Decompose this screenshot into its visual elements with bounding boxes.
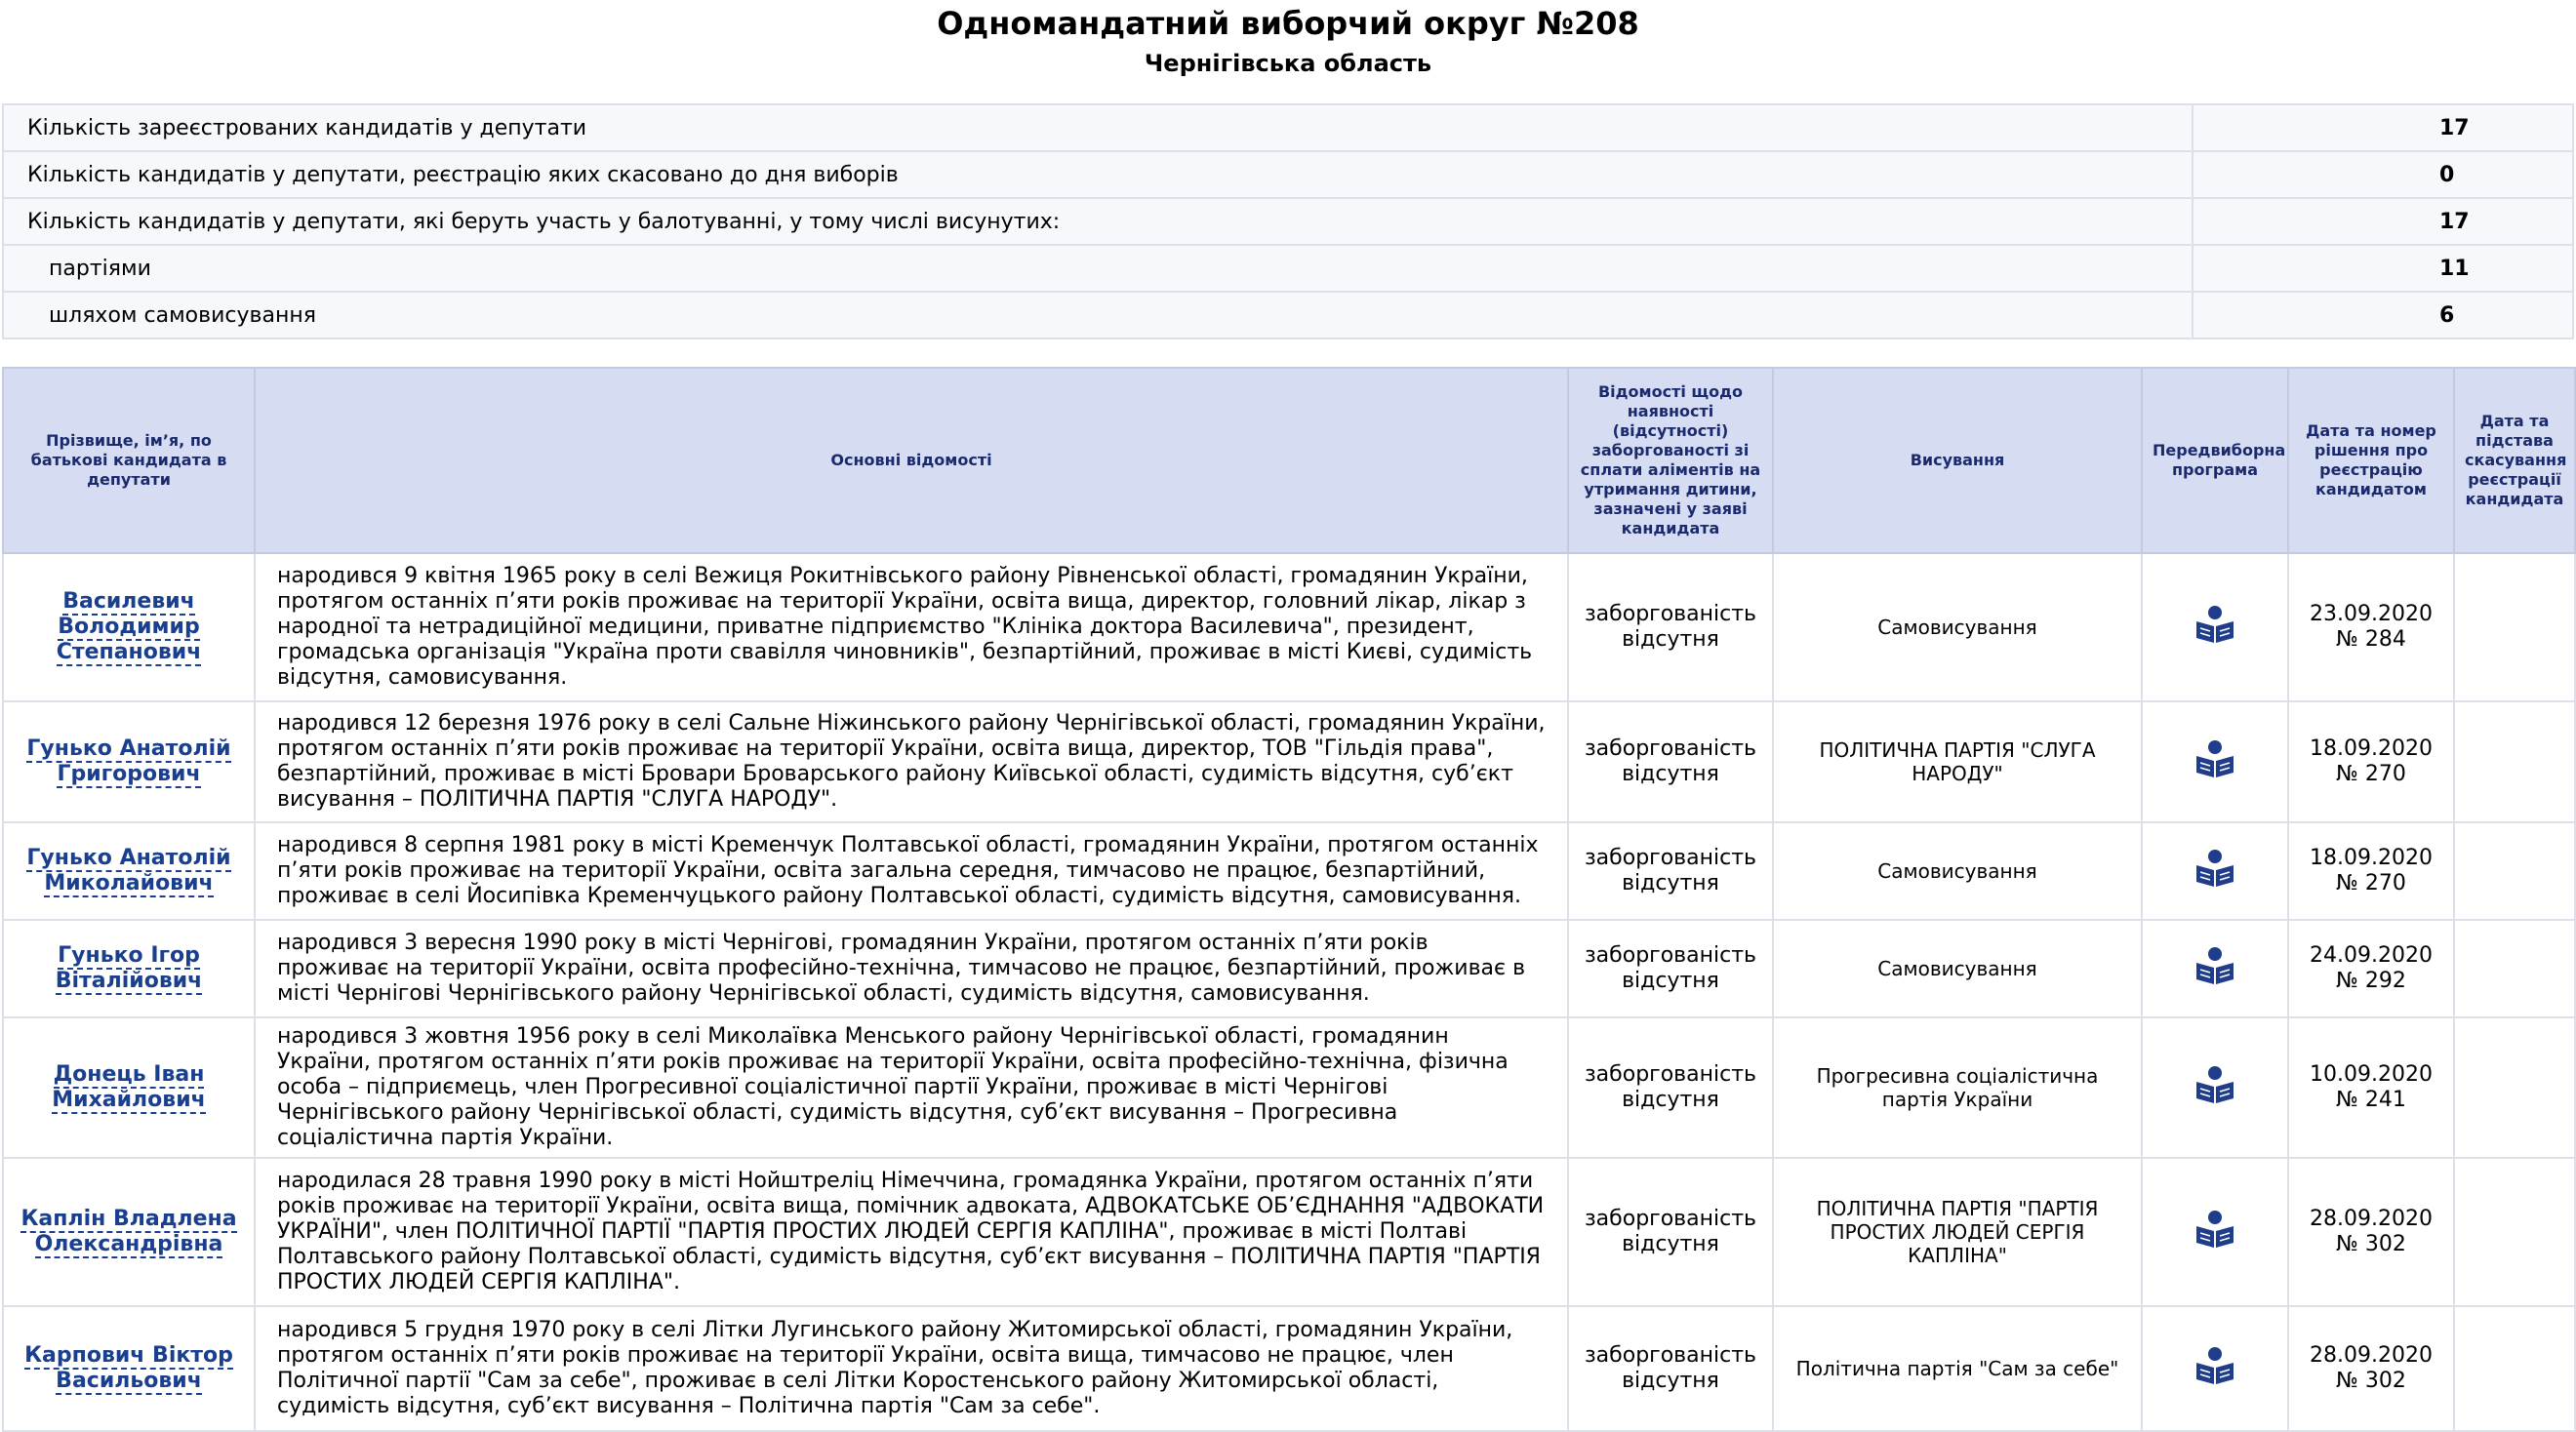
program-book-icon[interactable] [2194, 739, 2235, 778]
program-book-icon[interactable] [2194, 1346, 2235, 1385]
program-book-icon[interactable] [2194, 1210, 2235, 1249]
nomination: Самовисування [1773, 920, 2142, 1017]
decision-date: 28.09.2020 [2310, 1343, 2433, 1368]
program-book-icon[interactable] [2194, 605, 2235, 644]
stats-row [3, 151, 2573, 198]
column-header-decision: Дата та номер рішення про реєстрацію кандидатом [2288, 368, 2454, 553]
column-header-name: Прізвище, ім’я, по батькові кандидата в депутати [3, 368, 255, 553]
decision-cell [2288, 1017, 2454, 1158]
column-header-alimony: Відомості щодо наявності (відсутності) заборгованості зі сплати аліментів на утримання дитини, зазначені у заяві кандидата [1568, 368, 1773, 553]
table-row [3, 701, 2575, 822]
candidates-table [2, 367, 2576, 1432]
candidate-info: народився 3 вересня 1990 року в місті Чернігові, громадянин України, протягом останніх п’яти років проживає на території України, освіта професійно-технічна, тимчасово не працює, безпартійний, проживає в місті Чернігові Чернігівського району Чернігівської області, судимість відсутня, самовисування. [255, 920, 1568, 1017]
candidate-name-link[interactable]: Гунько Анатолій Миколайович [26, 846, 231, 895]
region-title: Чернігівська область [1144, 50, 1432, 77]
decision-cell [2288, 1306, 2454, 1431]
decision-cell [2288, 1158, 2454, 1306]
decision-number: № 302 [2336, 1369, 2406, 1393]
cancel-cell [2454, 701, 2575, 822]
stats-label: Кількість кандидатів у депутати, реєстрацію яких скасовано до дня виборів [3, 151, 2193, 198]
decision-date: 28.09.2020 [2310, 1207, 2433, 1231]
page-title: Одномандатний виборчий округ №208 [937, 5, 1639, 42]
cancel-cell [2454, 553, 2575, 701]
candidate-info: народився 5 грудня 1970 року в селі Літки Лугинського району Житомирської області, громадянин України, протягом останніх п’яти років проживає на території України, освіта вища, тимчасово не працює, член Політичної партії "Сам за себе", проживає в селі Літки Коростенського району Житомирської області, судимість відсутня, суб’єкт висування – Політична партія "Сам за себе". [255, 1306, 1568, 1431]
decision-number: № 292 [2336, 969, 2406, 993]
decision-date: 18.09.2020 [2310, 736, 2433, 761]
stats-row [3, 198, 2573, 245]
cancel-cell [2454, 1158, 2575, 1306]
decision-cell [2288, 822, 2454, 920]
table-row [3, 553, 2575, 701]
nomination: Самовисування [1773, 553, 2142, 701]
candidate-name-cell [3, 1017, 255, 1158]
nomination: Самовисування [1773, 822, 2142, 920]
nomination: ПОЛІТИЧНА ПАРТІЯ "ПАРТІЯ ПРОСТИХ ЛЮДЕЙ СЕРГІЯ КАПЛІНА" [1773, 1158, 2142, 1306]
decision-number: № 284 [2336, 627, 2406, 652]
program-book-icon[interactable] [2194, 946, 2235, 985]
candidate-name-cell [3, 553, 255, 701]
stats-value: 0 [2193, 151, 2573, 198]
candidate-info: народилася 28 травня 1990 року в місті Нойштреліц Німеччина, громадянка України, протягом останніх п’яти років проживає на території України, освіта вища, помічник адвоката, АДВОКАТСЬКЕ ОБ’ЄДНАННЯ "АДВОКАТИ УКРАЇНИ", член ПОЛІТИЧНОЇ ПАРТІЇ "ПАРТІЯ ПРОСТИХ ЛЮДЕЙ СЕРГІЯ КАПЛІНА", проживає в місті Полтаві Полтавського району Полтавської області, судимість відсутня, суб’єкт висування – ПОЛІТИЧНА ПАРТІЯ "ПАРТІЯ ПРОСТИХ ЛЮДЕЙ СЕРГІЯ КАПЛІНА". [255, 1158, 1568, 1306]
candidate-name-cell [3, 1306, 255, 1431]
candidate-name-link[interactable]: Василевич Володимир Степанович [56, 589, 202, 664]
candidate-name-cell [3, 920, 255, 1017]
program-cell [2142, 1306, 2288, 1431]
program-cell [2142, 822, 2288, 920]
candidate-name-cell [3, 822, 255, 920]
nomination: ПОЛІТИЧНА ПАРТІЯ "СЛУГА НАРОДУ" [1773, 701, 2142, 822]
decision-date: 23.09.2020 [2310, 602, 2433, 626]
program-cell [2142, 1158, 2288, 1306]
decision-number: № 241 [2336, 1088, 2406, 1112]
stats-value: 11 [2193, 245, 2573, 292]
candidate-name-cell [3, 701, 255, 822]
stats-label: Кількість кандидатів у депутати, які беруть участь у балотуванні, у тому числі висунутих: [3, 198, 2193, 245]
stats-label: Кількість зареєстрованих кандидатів у депутати [3, 104, 2193, 151]
program-cell [2142, 1017, 2288, 1158]
decision-cell [2288, 553, 2454, 701]
column-header-cancel: Дата та підстава скасування реєстрації кандидата [2454, 368, 2575, 553]
candidate-name-link[interactable]: Донець Іван Михайлович [52, 1062, 206, 1112]
cancel-cell [2454, 1017, 2575, 1158]
program-book-icon[interactable] [2194, 849, 2235, 888]
candidate-info: народився 3 жовтня 1956 року в селі Миколаївка Менського району Чернігівської області, громадянин України, протягом останніх п’яти років проживає на території України, освіта професійно-технічна, фізична особа – підприємець, член Прогресивної соціалістичної партії України, проживає в місті Чернігові Чернігівського району Чернігівської області, судимість відсутня, суб’єкт висування – Прогресивна соціалістична партія України. [255, 1017, 1568, 1158]
candidate-name-cell [3, 1158, 255, 1306]
candidate-name-link[interactable]: Гунько Анатолій Григорович [26, 736, 231, 786]
candidate-name-link[interactable]: Гунько Ігор Віталійович [55, 943, 203, 993]
nomination: Політична партія "Сам за себе" [1773, 1306, 2142, 1431]
stats-value: 6 [2193, 292, 2573, 338]
stats-label: шляхом самовисування [3, 292, 2193, 338]
decision-number: № 270 [2336, 871, 2406, 895]
stats-row [3, 245, 2573, 292]
program-cell [2142, 553, 2288, 701]
summary-stats-table [2, 103, 2574, 339]
decision-cell [2288, 920, 2454, 1017]
page-header [0, 0, 2576, 78]
alimony-status: заборгованість відсутня [1568, 701, 1773, 822]
stats-label: партіями [3, 245, 2193, 292]
program-cell [2142, 701, 2288, 822]
program-cell [2142, 920, 2288, 1017]
candidate-info: народився 12 березня 1976 року в селі Сальне Ніжинського району Чернігівської області, громадянин України, протягом останніх п’яти років проживає на території України, освіта вища, директор, ТОВ "Гільдія права", безпартійний, проживає в місті Бровари Броварського району Київської області, судимість відсутня, суб’єкт висування – ПОЛІТИЧНА ПАРТІЯ "СЛУГА НАРОДУ". [255, 701, 1568, 822]
table-row [3, 1158, 2575, 1306]
column-header-nomination: Висування [1773, 368, 2142, 553]
cancel-cell [2454, 920, 2575, 1017]
cancel-cell [2454, 1306, 2575, 1431]
decision-date: 10.09.2020 [2310, 1062, 2433, 1087]
column-header-program: Передвиборна програма [2142, 368, 2288, 553]
alimony-status: заборгованість відсутня [1568, 1017, 1773, 1158]
decision-number: № 270 [2336, 762, 2406, 786]
nomination: Прогресивна соціалістична партія України [1773, 1017, 2142, 1158]
stats-value: 17 [2193, 104, 2573, 151]
decision-date: 18.09.2020 [2310, 846, 2433, 870]
program-book-icon[interactable] [2194, 1065, 2235, 1104]
stats-row [3, 292, 2573, 338]
decision-cell [2288, 701, 2454, 822]
alimony-status: заборгованість відсутня [1568, 1158, 1773, 1306]
table-row [3, 920, 2575, 1017]
candidate-info: народився 8 серпня 1981 року в місті Кременчук Полтавської області, громадянин України, протягом останніх п’яти років проживає на території України, освіта загальна середня, тимчасово не працює, безпартійний, проживає в селі Йосипівка Кременчуцького району Полтавської області, судимість відсутня, самовисування. [255, 822, 1568, 920]
stats-row [3, 104, 2573, 151]
table-row [3, 822, 2575, 920]
alimony-status: заборгованість відсутня [1568, 1306, 1773, 1431]
candidate-info: народився 9 квітня 1965 року в селі Вежиця Рокитнівського району Рівненської області, громадянин України, протягом останніх п’яти років проживає на території України, освіта вища, директор, головний лікар, лікар з народної та нетрадиційної медицини, приватне підприємство "Клініка доктора Василевича", президент, громадська організація "Україна проти свавілля чиновників", безпартійний, проживає в місті Києві, судимість відсутня, самовисування. [255, 553, 1568, 701]
candidate-name-link[interactable]: Каплін Владлена Олександрівна [20, 1207, 237, 1256]
cancel-cell [2454, 822, 2575, 920]
alimony-status: заборгованість відсутня [1568, 920, 1773, 1017]
table-row [3, 1306, 2575, 1431]
alimony-status: заборгованість відсутня [1568, 822, 1773, 920]
table-header-row [3, 368, 2575, 553]
table-row [3, 1017, 2575, 1158]
decision-number: № 302 [2336, 1232, 2406, 1256]
decision-date: 24.09.2020 [2310, 943, 2433, 968]
column-header-info: Основні відомості [255, 368, 1568, 553]
stats-value: 17 [2193, 198, 2573, 245]
alimony-status: заборгованість відсутня [1568, 553, 1773, 701]
candidate-name-link[interactable]: Карпович Віктор Васильович [24, 1343, 233, 1393]
